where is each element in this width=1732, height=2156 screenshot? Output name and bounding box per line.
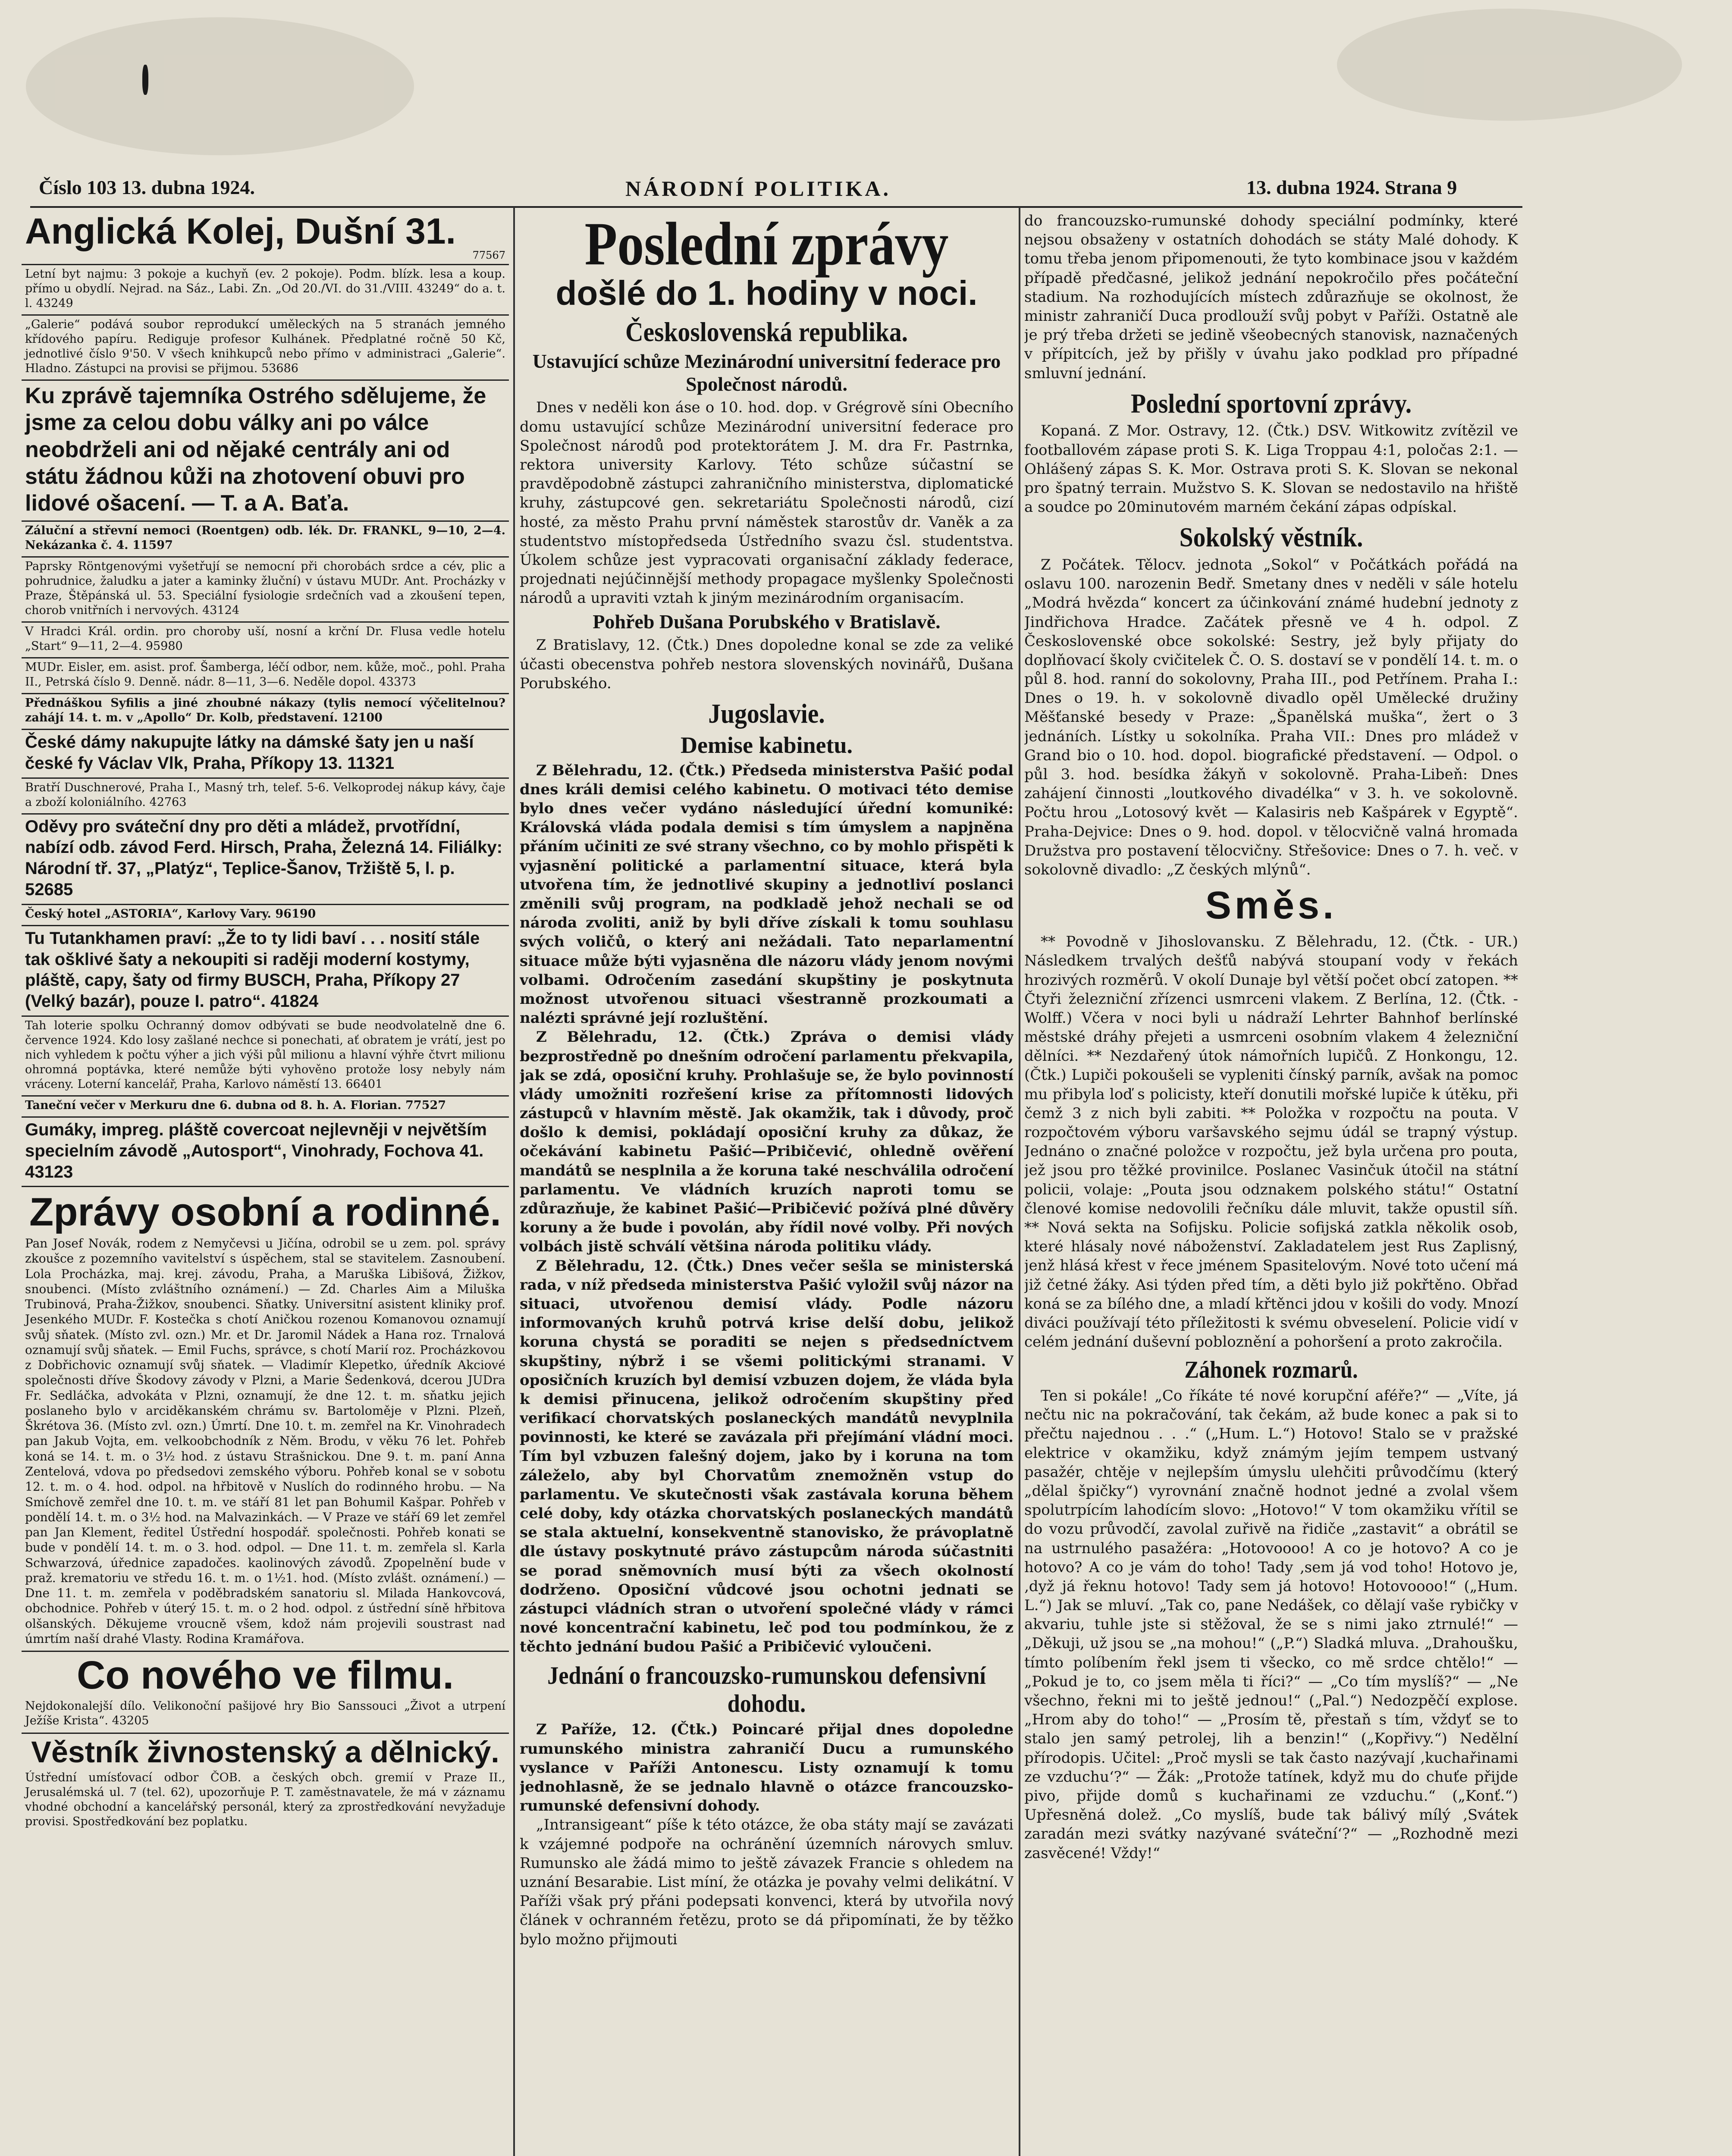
article-body: Kopaná. Z Mor. Ostravy, 12. (Čtk.) DSV. Witkowitz zvítězil ve footballovém zápase proti S. K. Liga Troppau 4:1, poločas 2:1. — Ohlášený zápas S. K. Mor. Ostrava proti S. K. Slovan se nekonal pro špatný terrain. Mužstvo S. K. Slovan se nedostavilo na hřiště a soudce po 20minutovém marném čekání zápas odpískal. [1024, 422, 1518, 516]
section-heading: Zprávy osobní a rodinné. [29, 1190, 501, 1235]
section-heading: Co nového ve filmu. [22, 1651, 509, 1696]
article-heading: Pohřeb Dušana Porubského v Bratislavě. [593, 610, 941, 633]
ad-block: Oděvy pro sváteční dny pro děti a mládež, prvotřídní, nabízí odb. závod Ferd. Hirsch, Praha, Železná 14. Filiálky: Národní tř. 37, „Platýz“, Teplice-Šanov, Tržiště 5, l. p. 52685 [22, 815, 509, 905]
article-heading: Demise kabinetu. [680, 732, 853, 758]
column-misc [1024, 211, 1518, 2156]
ad-number: 77567 [472, 249, 505, 261]
section-heading: Záhonek rozmarů. [1184, 1357, 1358, 1384]
ad-block: Záluční a střevní nemoci (Roentgen) odb. lék. Dr. FRANKL, 9—10, 2—4. Nekázanka č. 4. 11597 [22, 522, 509, 558]
ad-block: Tah loterie spolku Ochranný domov odbývati se bude neodvolatelně dne 6. července 1924. Kdo losy zašlané nechce si ponechati, ať obratem je vrátí, jest po nich vyhledem k počtu výher a jich výši půl milionu a hlavní výhře čtvrt milionu ohromná poptávka, které nemůže býti vyhověno protože losy nebyly nám vráceny. Loterní kancelář, Praha, Karlovo náměstí 13. 66401 [22, 1017, 509, 1097]
ink-mark [142, 65, 148, 95]
ad-block: Bratří Duschnerové, Praha I., Masný trh, telef. 5-6. Velkoprodej nákup kávy, čaje a zboží koloniálního. 42763 [22, 779, 509, 815]
article-body: Z Bělehradu, 12. (Čtk.) Zpráva o demisi vlády bezprostředně po dnešním odročení parlamentu překvapila, jak se zdá, oposiční kruhy. Prohlašuje se, že bylo povinností vlády umožniti rozřešení krise za přítomnosti lidových zástupců v hlavním městě. Jak okamžik, tak i důvody, proč došlo k demisi, pokládají oposiční kruhy za důkaz, že očekávání kabinetu Pašić—Pribičević, ohledně ověření mandátů se nesplnila a že koruna také neschválila odročení parlamentu. Ve vládních kruzích naproti tomu se zdůrazňuje, že kabinet Pašić—Pribičević požívá plné důvěry koruny a že bude i povolán, aby řídil nové volby. Při nových volbách jistě schválí většina národa politiku vlády. [520, 1028, 1013, 1256]
section-heading: Věstník živnostenský a dělnický. [22, 1733, 509, 1768]
section-body: Pan Josef Novák, rodem z Nemyčevsi u Jičína, odrobil se u zem. pol. správy zkoušce z pozemního vavitelství s úspěchem, stal se stavitelem. Zasnoubení. Lola Procházka, maj. krej. závodu, Praha, a Maruška Libišová, Žižkov, snoubenci. (Místo zvláštního oznámení.) — Zd. Charles Aim a Miluška Trubinová, Praha-Žižkov, snoubenci. Sňatky. Universitní asistent kliniky prof. Jesenkého MUDr. F. Kostečka s chotí Aničkou rozenou Komanovou oznamují svůj sňatek. (Místo zvl. ozn.) Mr. et Dr. Jaromil Nádek a Hana roz. Trnalová oznamují svůj sňatek. — Emil Fuchs, správce, s chotí Marií roz. Procházkovou z Dobřichovic oznamují svůj sňatek. — Vladimír Klepetko, úředník Akciové společnosti dříve Škodovy závody v Plzni, a Marie Šedenková, dcerou JUDra Fr. Sedláčka, advokáta v Plzni, oznamují, že dne 12. t. m. sňatku jejich poslaneho bylo v arciděkanském chrámu sv. Bartoloměje v Plzni. Plzeň, Škrétova 36. (Místo zvl. ozn.) Úmrtí. Dne 10. t. m. zemřel na Kr. Vinohradech pan Jakub Vojta, em. velkoobchodník z Něm. Brodu, v věku 76 let. Pohřeb koná se 14. t. m. o 3½ hod. z ústavu Strašnickou. Dne 9. t. m. paní Anna Zentelová, vdova po předsedovi zemského výboru. Pohřeb konal se v sobotu 12. t. m. o 4. hod. odpol. na hřbitově v Nuslích do rodinného hrobu. — Na Smíchově zemřel dne 10. t. m. ve stáří 81 let pan Bohumil Kašpar. Pohřeb v pondělí 14. t. m. o 3½ hod. na Malvazinkách. — V Praze ve stáří 69 let zemřel pan Jan Klement, ředitel Ústřední hospodář. společnosti. Pohřeb konati se bude v pondělí 14. t. m. o 3. hod. odpol. — Dne 11. t. m. zemřela sl. Karla Schwarzová, úřednice zapadočes. kaolinových závodů. Zpopelnění bude v praž. krematoriu ve středu 16. t. m. o 1½1. hod. (Místo zvlášt. oznámení.) — Dne 11. t. m. zemřela v poděbradském sanatoriu sl. Milada Hankovcová, obchodnice. Pohřeb v úterý 15. t. m. o 2 hod. odpol. z ústřední síně hřbitova olšanských. Děkujeme vroucně všem, kdož nám projevili soustrast nad úmrtím naší drahé Vlasty. Rodina Kramářova. [25, 1236, 505, 1646]
page-number: 13. dubna 1924. Strana 9 [1246, 176, 1457, 198]
article-body: Dnes v neděli kon áse o 10. hod. dop. v Grégrově síni Obecního domu ustavující schůze Mezinárodní universitní federace pro Společnost národů pod protektorátem J. M. dra Fr. Pastrnka, rektora university Karlovy. Této schůze súčastní se pravděpodobně zástupci zahraničního ministerstva, diplomatické kruhy, zástupcové gen. sekretariátu Společnosti národů, cizí hosté, za město Prahu první náměstek starostův dr. Vaněk a za studentstvo místopředseda Ústředního svazu čsl. studentstva. Úkolem schůze jest vypracovati organisační základy federace, projednati nejúčinnější methody propagace myšlenky Společnosti národů a upraviti vztah k jiným mezinárodním organisacím. [520, 399, 1013, 607]
article-heading: Ustavující schůze Mezinárodní universitní federace pro Společnost národů. [532, 350, 1001, 395]
column-news [520, 211, 1013, 2156]
article-continuation: do francouzsko-rumunské dohody speciální podmínky, které nejsou obsaženy v ostatních dohodách se státy Malé dohody. K tomu třeba jenom připomenouti, že tyto kombinace jsou v každém případě předčasné, jelikož jednání nepokročilo přes počáteční stadium. Na rozhodujících místech zdůrazňuje se okolnost, že ministr zahraničí Duca prodlouží svůj pobyt v Paříži. Ostatně ale je prý třeba držeti se jedině všeobecných stanovisk, naznačených v přípitcích, jež by přišly v úvahu jako podklad pro případné smluvní jednání. [1024, 212, 1518, 382]
header-rule [30, 206, 1522, 208]
paper-stain [26, 17, 414, 155]
ad-block: Tu Tutankhamen praví: „Že to ty lidi baví . . . nosití stále tak ošklivé šaty a nekoupiti si raději moderní kostymy, pláště, capy, šaty od firmy BUSCH, Praha, Příkopy 27 (Velký bazár), pouze I. patro“. 41824 [22, 926, 509, 1017]
region-heading: Československá republika. [625, 317, 908, 347]
main-headline: Poslední zprávy [584, 211, 949, 278]
ad-block: Ku zprávě tajemníka Ostrého sdělujeme, že jsme za celou dobu války ani po válce neobdrželi ani od nějaké centrály ani od státu žádnou kůži na zhotovení obuvi pro lidové ošacení. — T. a A. Baťa. [22, 381, 509, 522]
ad-heading: Anglická Kolej, Dušní 31. [25, 211, 456, 251]
article-body: Z Počátek. Tělocv. jednota „Sokol“ v Počátkách pořádá na oslavu 100. narozenin Bedř. Smetany dnes v neděli v sále hotelu „Modrá hvězda“ koncert za účinkování známé hudební jednoty z Jindřichova Hradce. Začátek přesně ve 4 h. odpol. Z Československé obce sokolské: Sestry, jež byly přijaty do doplňovací školy cvičitelek Č. O. S. dostaví se v pondělí 14. t. m. o půl 8. hod. ranní do sokolovny, Praha III., pod Petřínem. Praha I.: Dnes o 19. h. v sokolovně divadlo opěl Umělecké družiny Měšťanské besedy v Praze: „Španělská muška“, žert o 3 jednáních. Lístky u sokolníka. Praha VII.: Dnes pro mládež v Grand bio o 10. hod. dopol. biografické představení. — Odpol. o půl 3. hod. besídka žákyň v sokolovně. Praha-Libeň: Dnes zahájení činnosti „loutkového divadélka“ v 3. h. ve sokolovně. Počtu hrou „Lotosový květ — Kalasiris neb Kašpárek v Egyptě“. Praha-Dejvice: Dnes o 9. hod. dopol. v tělocvičně valná hromada Družstva pro postavení tělocvičny. Střešovice: Dnes o 7. h. več. v sokolovně divadlo: „Z českých mlýnů“. [1024, 556, 1518, 878]
ad-block: Taneční večer v Merkuru dne 6. dubna od 8. h. A. Florian. 77527 [22, 1097, 509, 1118]
section-heading: Sokolský věstník. [1179, 522, 1363, 553]
column-rule [513, 207, 515, 2156]
section-heading: Směs. [1205, 884, 1337, 928]
ad-block [22, 211, 509, 265]
ad-block: Český hotel „ASTORIA“, Karlovy Vary. 96190 [22, 905, 509, 926]
column-ads [22, 211, 509, 2156]
article-body: Z Bělehradu, 12. (Čtk.) Předseda ministerstva Pašić podal dnes králi demisi celého kabinetu. O motivaci této demise bylo dnes večer vydáno následující úřední komuniké: Královská vláda podala demisi s tím úmyslem a napjněna přáním učiniti ze své strany všechno, co by mohlo přispěti k vyjasnění politické a parlamentní situace, která byla utvořena tím, že jednotlivé skupiny a jednotliví poslanci změnili svůj program, na podkladě jehož nechali se od národa zvoliti, aniž by byli dříve získali k tomu souhlasu svých voličů, o který ani nežádali. Tato neparlamentní situace může býti vyjasněna dle názoru vlády jenom novými volbami. Odročením zasedání skupštiny je poskytnuta možnost utvořenou situaci všestranně prozkoumati a nalézti správné její rozluštění. [520, 761, 1013, 1027]
ad-block: České dámy nakupujte látky na dámské šaty jen u naší české fy Václav Vlk, Praha, Příkopy 13. 11321 [22, 730, 509, 779]
column-rule [1019, 207, 1020, 2156]
ad-block: MUDr. Eisler, em. asist. prof. Šamberga, léčí odbor, nem. kůže, moč., pohl. Praha II., Petrská číslo 9. Denně. nádr. 8—11, 3—6. Neděle dopol. 43373 [22, 658, 509, 694]
article-body: Ten si pokále! „Co říkáte té nové korupční aféře?“ — „Víte, já nečtu nic na pokračování, tak čekám, až bude konec a pak si to přečtu najednou . . .“ („Hum. L.“) Hotovo! Stalo se v pražské elektrice v okamžiku, když známým jejím tempem ustvaný pasažér, chtěje v nejlepším úmyslu ulehčiti průvodčímu (který „dělal špičky“) vyrovnání značně hodnot jedné a zvolal všem spolutrpícím lahodícím slovo: „Hotovo!“ V tom okamžiku vřítil se do vozu průvodčí, zavolal zuřivě na řidiče „zastavit“ a obrátil se na ustrnulého pasažéra: „Hotovoooo! A co je hotovo? A co je hotovo? A co je vám do toho! Tady ‚sem já vod toho! Hotovo je, ‚dyž já řeknu hotovo! Tady sem já hotovo! Hotovoooo!“ („Hum. L.“) Jak se mluví. „Tak co, pane Nedášek, co dělají vaše rybičky v akvariu, tuhle jste si stěžoval, že se s nimi jako ztrnulé!“ — „Děkuji, už jsou se „na mohou!“ („P.“) Sladká mluva. „Drahoušku, tímto políbením řekl jsem ti všecko, co mě srdce chtělo!“ — „Pokud je to, co jsem měla ti říci?“ — „Co tím myslíš?“ — „Ne všechno, řekni mi to ještě jednou!“ („Pal.“) Nedozpěčí explose. „Hrom aby do toho!“ — „Prosím tě, přestaň s tím, vždyť se to stalo jen samý petrolej, lih a benzin!“ („Kopřivy.“) Nedělní přírodopis. Učitel: „Proč mysli se tak často nazývají ‚kuchařinami ze vzduchu‘?“ — Žák: „Protože tatínek, když mu do chuťe přijde pivo, přijde domů s kuchařinami ze vzduchu.“ („Konť.“) Upřesněná dolež. „Co myslíš, bude tak bálivý mílý ‚Svátek zaradán mezi svátky nazývané sváteční‘?“ — „Rozhodně mezi zasvěcené! Vždy!“ [1024, 1387, 1518, 1862]
section-heading: Poslední sportovní zprávy. [1130, 388, 1412, 419]
ad-block: Gumáky, impreg. pláště covercoat nejlevněji v největším specielním závodě „Autosport“, Vinohrady, Fochova 41. 43123 [22, 1118, 509, 1187]
ad-block: Přednáškou Syfilis a jiné zhoubné nákazy (tylis nemocí výčelitelnou? zahájí 14. t. m. v „Apollo“ Dr. Kolb, představení. 12100 [22, 694, 509, 730]
article-body: „Intransigeant“ píše k této otázce, že oba státy mají se zavázati k vzájemné podpoře na ochránění územních nárovych smluv. Rumunsko ale žádá mimo to ještě závazek Francie s ohledem na uznání Besarabie. List míní, že otázka je povahy velmi delikátní. V Paříži však prý přáni podepsati konvenci, která by utvořila nový článek v ochranném řetězu, proto se dá připomínati, že by těžko bylo možno přijmouti [520, 1816, 1013, 1948]
article-body: Z Bělehradu, 12. (Čtk.) Dnes večer sešla se ministerská rada, v níž předseda ministerstva Pašić vyložil svůj názor na situaci, utvořenou demisí vlády. Podle názoru informovaných kruhů potrvá krise delší dobu, jelikož koruna chystá se poraditi se nejen s předsedníctvem skupštiny, nýbrž i se všemi politickými stranami. V oposičních kruzích byl demisí vzbuzen dojem, že vláda byla k demisi přinucena, jelikož odročením skupštiny před verifikací chorvatských poslaneckých mandátů nevyplnila povinnosti, ke které se zavázala při přejímání vládní moci. Tím byl vzbuzen falešný dojem, jako by i koruna na tom záleželo, aby byl Chorvatům znemožněn vstup do parlamentu. Ve skutečnosti však zastávala koruna během celé doby, kdy otázka chorvatských poslaneckých mandátů se stala aktuelní, konsekventně stanovisko, že právoplatně dle ústavy poskytnuté právo zástupcům národa súčastniti se porad sněmovních musí býti za všech okolností dodrženo. Oposiční vůdcové jsou ochotni jednati se zástupci vládních stran o utvoření společné vlády v rámci nové koncentrační kabinetu, leč pod tou podmínkou, že z těchto jednání budou Pašić a Pribičević vyloučeni. [520, 1257, 1013, 1656]
ad-block: V Hradci Král. ordin. pro choroby uší, nosní a krční Dr. Flusa vedle hotelu „Start“ 9—11, 2—4. 95980 [22, 623, 509, 658]
ad-block: „Galerie“ podává soubor reprodukcí uměleckých na 5 stranách jemného křídového papíru. Rediguje profesor Kulhánek. Předplatné ročně 50 Kč, jednotlivé číslo 9'50. V všech knihkupců nebo přímo v administraci „Galerie“. Hladno. Zástupci na provisi se přijmou. 53686 [22, 316, 509, 381]
issue-date: Číslo 103 13. dubna 1924. [39, 176, 255, 198]
article-body: Z Paříže, 12. (Čtk.) Poincaré přijal dnes dopoledne rumunského ministra zahraničí Ducu a rumunského vyslance v Paříži Antonescu. Listy oznamují k tomu jednohlasně, že se jednalo hlavně o otázce francouzsko-rumunské defensivní dohody. [520, 1721, 1013, 1815]
page-header [26, 176, 1535, 210]
region-heading: Jugoslavie. [708, 698, 825, 729]
section-body: Nejdokonalejší dílo. Velikonoční pašijové hry Bio Sanssouci „Život a utrpení Ježíše Krista“. 43205 [25, 1699, 505, 1727]
article-heading: Jednání o francouzsko-rumunskou defensivní dohodu. [547, 1661, 986, 1717]
masthead: NÁRODNÍ POLITIKA. [625, 176, 891, 201]
paper-stain [1337, 9, 1682, 121]
ad-block: Letní byt najmu: 3 pokoje a kuchyň (ev. 2 pokoje). Podm. blízk. lesa a koup. přímo u obydlí. Nejrad. na Sáz., Labi. Zn. „Od 20./VI. do 31./VIII. 43249“ do a. t. l. 43249 [22, 265, 509, 316]
ad-block: Paprsky Röntgenovými vyšetřují se nemocní při chorobách srdce a cév, plic a pohrudnice, žaludku a jater a kaminky žluční) v ústavu MUDr. Ant. Procházky v Praze, Štěpánská ul. 53. Speciální fysiologie srdečních vad a zkoušení tepen, chorob vnitřních i nervových. 43124 [22, 558, 509, 623]
article-body: Z Bratislavy, 12. (Čtk.) Dnes dopoledne konal se zde za veliké účasti obecenstva pohřeb nestora slovenských novinářů, Dušana Porubského. [520, 636, 1013, 692]
section-body: Ústřední umísťovací odbor ČOB. a českých obch. gremií v Praze II., Jerusalémská ul. 7 (tel. 62), upozorňuje P. T. zaměstnavatele, že má v záznamu vhodné obchodní a kancelářský personál, který za zprostředkování nevyžaduje provisi. Spostředkování bez poplatku. [25, 1771, 505, 1829]
article-body: ** Povodně v Jihoslovansku. Z Bělehradu, 12. (Čtk. - UR.) Následkem trvalých dešťů nabývá stoupaní vody v řekách hrozivých rozměrů. V okolí Dunaje byl větší počet obcí zatopen. ** Čtyři železniční zřízenci usmrceni vlakem. Z Berlína, 12. (Čtk. - Wolff.) Včera v noci byli u nádraží Lehrter Bahnhof berlínské městské dráhy přejeti a usmrceni osobním vlakem 4 železniční dělníci. ** Nezdařený útok námořních lupičů. Z Honkongu, 12. (Čtk.) Lupiči pokoušeli se vypleniti čínský parník, avšak na pomoc mu přibyla loď s policisty, kteří donutili mořské lupiče k útěku, při čemž 3 z nich byli zabiti. ** Položka v rozpočtu na pouta. V rozpočtovém výboru varšavského sejmu údál se trapný výstup. Jednáno o značné položce v rozpočtu, jež byla určena pro pouta, jež jsou pro těžké provinilce. Poslanec Vasinčuk útočil na státní policii, volaje: „Pouta jsou odznakem polského státu!“ Ostatní členové komise nedovolili řečníku dále mluvit, takže opustil síň. ** Nová sekta na Sofijsku. Policie sofijská zatkla několik osob, které hlásaly nové náboženství. Zakladatelem jest Rus Zaplisný, jenž hlásá křest v řece jménem Spasitelovým. Nové toto učení má již četné žáky. Asi týden před tím, a děti bylo již pokřtěno. Obřad koná se za bílého dne, a mladí křtěnci jdou v košili do vody. Mnozí diváci používají této příležitosti k svému obveselení. Policie vidí v celém jednání duševní pobloznění a pohoršení a proto zakročila. [1024, 933, 1518, 1351]
main-subheadline: došlé do 1. hodiny v noci. [555, 274, 978, 312]
